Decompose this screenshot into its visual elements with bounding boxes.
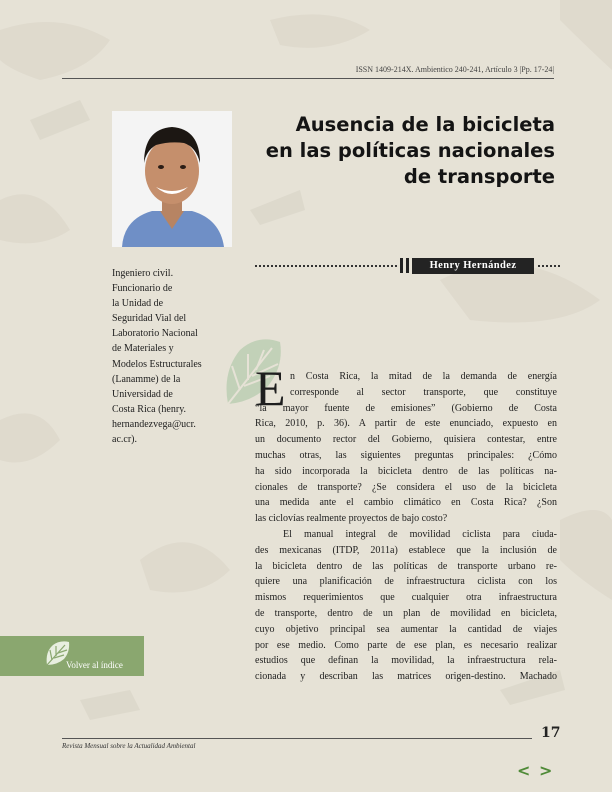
bio-line: Costa Rica (henry. [112, 403, 187, 415]
byline-bar [406, 258, 409, 273]
body-line: ha sido incorporada la bicicleta dentro de las políticas na- [255, 465, 557, 477]
next-page-button[interactable]: > [539, 761, 553, 780]
back-to-index-label[interactable]: Volver al índice [66, 660, 123, 670]
byline-bar [400, 258, 403, 273]
title-line-2: en las políticas nacionales [265, 139, 555, 162]
bio-line: (Lanamme) de la [112, 373, 181, 385]
previous-page-button[interactable]: < [517, 761, 531, 780]
issn-header: ISSN 1409-214X. Ambientico 240-241, Artículo 3 |Pp. 17-24| [355, 65, 554, 74]
title-line-3: de transporte [403, 165, 555, 188]
article-title [248, 112, 555, 190]
article-body [255, 360, 557, 685]
body-line: cuyo objetivo principal sea aumentar la cantidad de viajes [255, 623, 557, 635]
author-bio [112, 266, 232, 447]
bio-line: Universidad de [112, 388, 173, 400]
bio-line: ac.cr). [112, 434, 137, 446]
body-line: n Costa Rica, la mitad de la demanda de energía [290, 371, 557, 382]
body-line: muchas otras, las siguientes preguntas principales: ¿Cómo [255, 449, 557, 461]
body-line: cionales de transporte? ¿Se considera el uso de la bicicleta [255, 481, 557, 493]
bio-line: la Unidad de [112, 298, 164, 310]
body-line: El manual integral de movilidad ciclista para ciuda- [283, 528, 557, 540]
body-line: una medida ante el cambio climático en Costa Rica? ¿Son [255, 497, 557, 509]
footer-rule [62, 738, 532, 739]
body-line: quiere una planificación de infraestructura ciclista con los [255, 576, 557, 588]
body-line: des mexicanas (ITDP, 2011a) establece que la inclusión de [255, 544, 557, 556]
body-line: cionada y describan las matrices origen-destino. Machado [255, 671, 557, 683]
bio-line: de Materiales y [112, 343, 174, 355]
bio-line: Modelos Estructurales [112, 358, 202, 370]
body-line: un documento rector del Gobierno, quisiera contestar, entre [255, 434, 557, 446]
body-line: por ese medio. Como parte de ese plan, es necesario realizar [255, 639, 557, 651]
bio-line: Funcionario de [112, 283, 173, 295]
body-line: las ciclovías realmente proyectos de bajo costo? [255, 513, 448, 525]
author-name: Henry Hernández [412, 258, 534, 274]
bio-line: hernandezvega@ucr. [112, 418, 196, 430]
body-line: “la mayor fuente de emisiones” (Gobierno de Costa [255, 402, 557, 414]
bio-line: Laboratorio Nacional [112, 328, 198, 340]
body-line: estudios que definan la movilidad, la infraestructura rela- [255, 655, 557, 667]
header-rule [62, 78, 554, 79]
author-photo [112, 111, 232, 247]
body-line: corresponde al sector transporte, que constituye [290, 386, 557, 398]
back-to-index-button[interactable] [0, 636, 144, 676]
drop-cap: E [255, 360, 286, 416]
body-line: la bicicleta dentro de las políticas de transporte urbano re- [255, 560, 557, 572]
title-line-1: Ausencia de la bicicleta [295, 113, 555, 136]
page-number: 17 [541, 725, 561, 741]
body-line: mismos requerimientos que cualquier otra infraestructura [255, 592, 557, 604]
dotted-rule-left [255, 265, 397, 267]
body-line: de transporte, dentro de un plan de movilidad en bicicleta, [255, 607, 557, 619]
journal-name: Revista Mensual sobre la Actualidad Ambiental [62, 742, 196, 750]
author-byline [255, 257, 560, 275]
bio-line: Seguridad Vial del [112, 313, 187, 325]
body-line: Rica, 2010, p. 36). A partir de este enunciado, expuesto en [255, 418, 557, 430]
dotted-rule-right [538, 265, 560, 267]
bio-line: Ingeniero civil. [112, 268, 174, 279]
